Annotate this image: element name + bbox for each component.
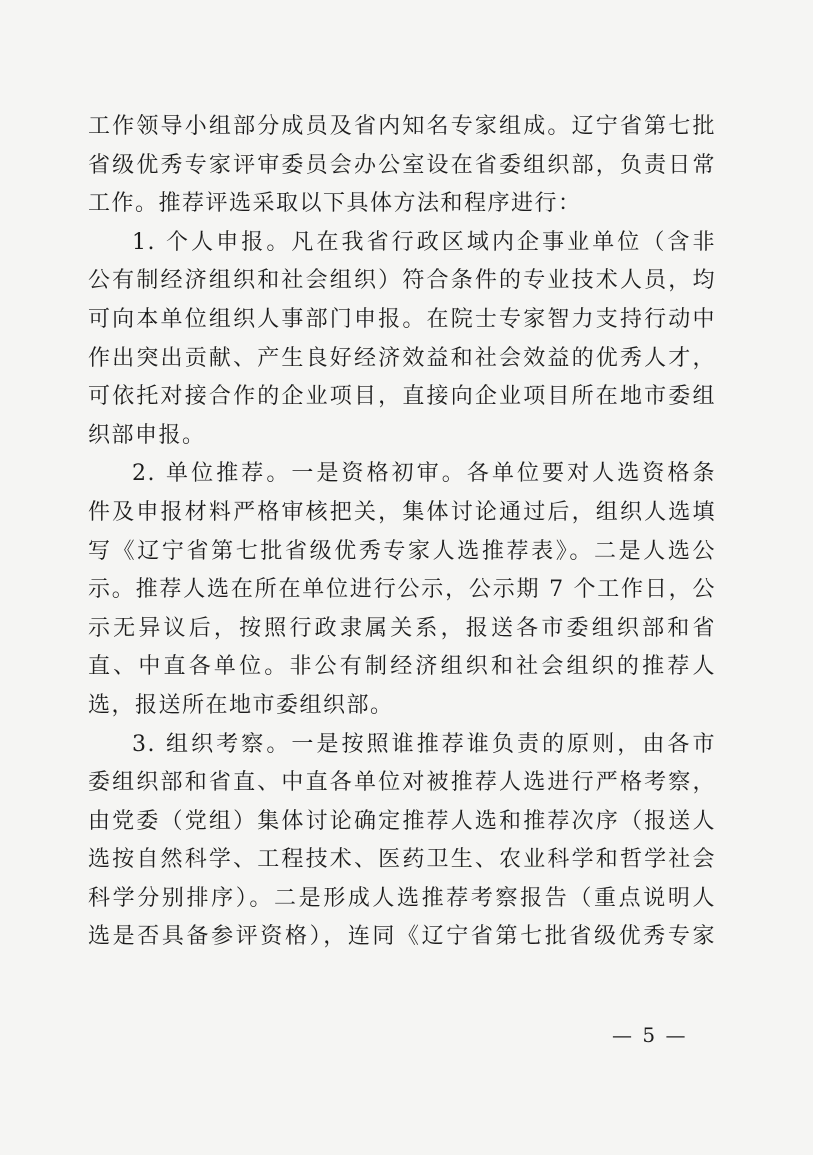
text-line: 示无异议后，按照行政隶属关系，报送各市委组织部和省	[88, 615, 716, 641]
text-line: 件及申报材料严格审核把关，集体讨论通过后，组织人选填	[88, 499, 716, 525]
text-line: 工作。推荐评选采取以下具体方法和程序进行：	[88, 191, 582, 217]
text-line: 直、中直各单位。非公有制经济组织和社会组织的推荐人	[88, 654, 716, 680]
page-number: — 5 —	[612, 1023, 688, 1047]
text-line: 可向本单位组织人事部门申报。在院士专家智力支持行动中	[88, 306, 716, 332]
text-line: 选按自然科学、工程技术、医药卫生、农业科学和哲学社会	[88, 847, 716, 873]
text-line: 科学分别排序）。二是形成人选推荐考察报告（重点说明人	[88, 885, 716, 911]
text-line: 作出突出贡献、产生良好经济效益和社会效益的优秀人才，	[88, 345, 716, 371]
text-line: 写《辽宁省第七批省级优秀专家人选推荐表》。二是人选公	[88, 538, 716, 564]
text-line: 可依托对接合作的企业项目，直接向企业项目所在地市委组	[88, 384, 716, 410]
text-line: 织部申报。	[88, 422, 206, 448]
paragraph-1-heading-line: 1. 个人申报。凡在我省行政区域内企事业单位（含非	[132, 229, 716, 255]
text-line: 选，报送所在地市委组织部。	[88, 692, 394, 718]
paragraph-2-heading-line: 2. 单位推荐。一是资格初审。各单位要对人选资格条	[132, 461, 716, 487]
paragraph-3-heading-line: 3. 组织考察。一是按照谁推荐谁负责的原则，由各市	[132, 731, 716, 757]
text-line: 工作领导小组部分成员及省内知名专家组成。辽宁省第七批	[88, 114, 716, 139]
body-text	[88, 108, 716, 957]
text-line: 公有制经济组织和社会组织）符合条件的专业技术人员，均	[88, 268, 716, 294]
text-line: 委组织部和省直、中直各单位对被推荐人选进行严格考察，	[88, 770, 716, 796]
text-line: 由党委（党组）集体讨论确定推荐人选和推荐次序（报送人	[88, 808, 716, 834]
text-line: 示。推荐人选在所在单位进行公示，公示期 7 个工作日，公	[88, 577, 716, 603]
text-line: 省级优秀专家评审委员会办公室设在省委组织部，负责日常	[88, 152, 716, 178]
text-line: 选是否具备参评资格），连同《辽宁省第七批省级优秀专家	[88, 924, 716, 950]
